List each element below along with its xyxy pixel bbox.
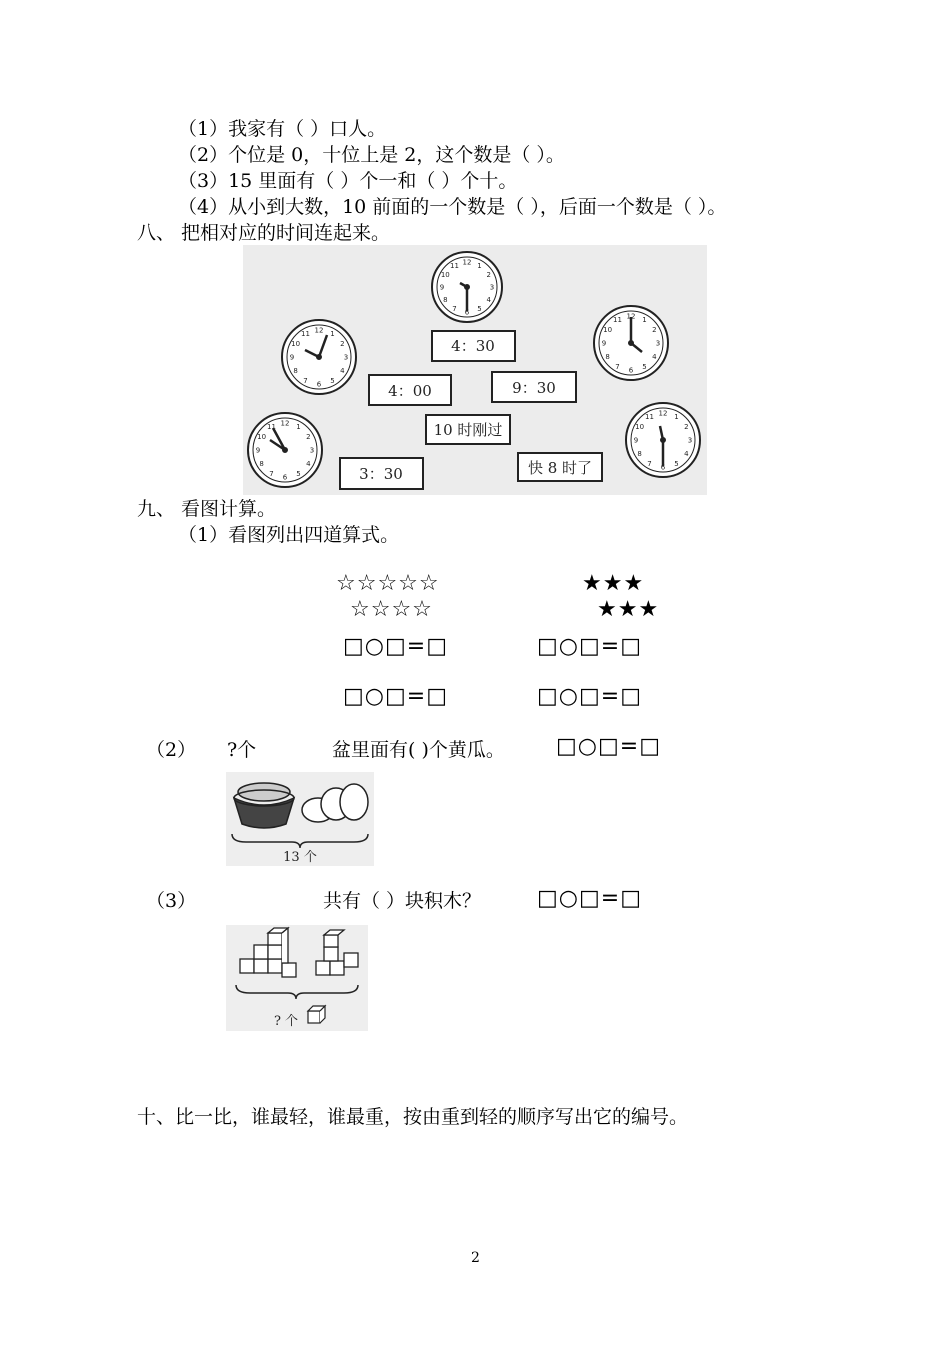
time-card-label: 10 时刚过	[433, 421, 503, 439]
black-stars-row2: ★★★	[597, 597, 660, 622]
clock-numeral: 7	[269, 469, 274, 478]
clock-numeral: 2	[486, 271, 491, 279]
clock-numeral: 7	[303, 376, 308, 385]
clock-numeral: 3	[343, 353, 349, 362]
section10-heading: 十、比一比，谁最轻，谁最重，按由重到轻的顺序写出它的编号。	[137, 1106, 689, 1128]
p3-caption: ? 个	[273, 1014, 299, 1029]
clock-numeral: 12	[626, 312, 636, 321]
time-card-label: 9：30	[512, 379, 556, 397]
clock-numeral: 11	[645, 413, 654, 422]
clock-numeral: 7	[452, 305, 457, 314]
clock-numeral: 6	[316, 380, 322, 389]
clock-numeral: 4	[306, 460, 311, 468]
clock-numeral: 11	[267, 423, 276, 432]
black-stars-row1: ★★★	[582, 571, 645, 596]
clock-numeral: 9	[255, 446, 261, 455]
clock-numeral: 10	[257, 433, 267, 441]
clock-numeral: 1	[674, 413, 679, 422]
clock-numeral: 9	[633, 436, 639, 445]
q3-text: （3）15 里面有（ ）个一和（ ）个十。	[178, 170, 518, 192]
time-card-label: 4：30	[451, 337, 495, 355]
time-card-label: 4：00	[388, 382, 432, 400]
clock-numeral: 12	[314, 326, 324, 335]
page-number: 2	[471, 1250, 480, 1266]
clock-numeral: 5	[674, 459, 679, 468]
clock-numeral: 5	[477, 305, 482, 314]
p3-label: （3）	[146, 890, 197, 912]
clock-numeral: 1	[642, 316, 647, 325]
time-card	[432, 331, 515, 361]
clock-numeral: 1	[296, 423, 301, 432]
clock-numeral: 4	[486, 296, 491, 304]
p1-title: （1）看图列出四道算式。	[178, 524, 400, 546]
clock-numeral: 9	[289, 353, 295, 362]
clock-icon	[626, 403, 700, 477]
white-stars-row2: ☆☆☆☆	[350, 597, 433, 622]
clock-numeral: 5	[330, 376, 335, 385]
section9-heading: 九、 看图计算。	[137, 498, 277, 520]
equation-blank: □○□=□	[537, 634, 642, 659]
q2-text: （2）个位是 0，十位上是 2，这个数是（ ）。	[178, 144, 565, 166]
clock-numeral: 6	[464, 308, 470, 317]
clock-numeral: 7	[647, 459, 652, 468]
clock-numeral: 4	[684, 450, 689, 458]
p2-question-mark: ?个	[227, 739, 257, 761]
clock-numeral: 3	[309, 446, 315, 455]
clock-numeral: 10	[440, 271, 450, 279]
p2-caption: 13 个	[283, 850, 317, 865]
clock-numeral: 10	[291, 340, 301, 348]
time-card	[518, 453, 602, 481]
clock-numeral: 9	[439, 283, 445, 292]
clock-matching-picture	[243, 245, 707, 495]
clock-numeral: 6	[282, 473, 288, 482]
equation-blank: □○□=□	[343, 634, 448, 659]
clock-numeral: 2	[306, 433, 311, 441]
clock-numeral: 6	[660, 463, 666, 472]
clock-numeral: 11	[613, 316, 622, 325]
clock-numeral: 9	[601, 339, 607, 348]
clock-numeral: 2	[652, 326, 657, 334]
clock-numeral: 3	[489, 283, 495, 292]
time-card	[492, 372, 576, 402]
clock-numeral: 12	[462, 258, 472, 267]
q1-text: （1）我家有（ ）口人。	[178, 118, 387, 140]
clock-numeral: 1	[330, 330, 335, 339]
cucumber-basket-picture	[226, 772, 374, 866]
time-card	[369, 375, 451, 405]
section8-heading: 八、 把相对应的时间连起来。	[137, 222, 391, 244]
clock-icon	[248, 413, 322, 487]
time-card	[340, 458, 423, 489]
clock-numeral: 8	[259, 460, 264, 468]
clock-numeral: 8	[605, 353, 610, 361]
clock-numeral: 5	[296, 469, 301, 478]
clock-numeral: 4	[340, 367, 345, 375]
clock-numeral: 10	[603, 326, 613, 334]
equation-blank: □○□=□	[537, 684, 642, 709]
clock-icon	[432, 252, 502, 322]
blocks-picture	[226, 925, 368, 1031]
clock-numeral: 8	[637, 450, 642, 458]
clock-numeral: 6	[628, 366, 634, 375]
clock-numeral: 3	[655, 339, 661, 348]
time-card-label: 3：30	[359, 465, 403, 483]
clock-numeral: 12	[280, 419, 290, 428]
equation-blank: □○□=□	[537, 886, 642, 911]
clock-numeral: 4	[652, 353, 657, 361]
clock-numeral: 2	[684, 423, 689, 431]
clock-numeral: 10	[635, 423, 645, 431]
p3-text: 共有（ ）块积木？	[323, 890, 482, 912]
p2-text: 盆里面有( )个黄瓜。	[332, 739, 505, 761]
clock-numeral: 1	[477, 261, 482, 270]
q4-text: （4）从小到大数，10 前面的一个数是（ ），后面一个数是（ ）。	[178, 196, 727, 218]
equation-blank: □○□=□	[556, 734, 661, 759]
clock-numeral: 2	[340, 340, 345, 348]
clock-numeral: 7	[615, 362, 620, 371]
clock-numeral: 8	[443, 296, 448, 304]
cube-icon	[308, 1006, 325, 1023]
clock-icon	[594, 306, 668, 380]
clock-icon	[282, 320, 356, 394]
time-card-label: 快 8 时了	[527, 459, 593, 477]
clock-numeral: 12	[658, 409, 668, 418]
white-stars-row1: ☆☆☆☆☆	[336, 571, 440, 596]
clock-numeral: 5	[642, 362, 647, 371]
clock-numeral: 11	[450, 261, 459, 270]
p2-label: （2）	[146, 739, 197, 761]
equation-blank: □○□=□	[343, 684, 448, 709]
clock-numeral: 3	[687, 436, 693, 445]
time-card	[426, 415, 510, 444]
clock-numeral: 8	[293, 367, 298, 375]
clock-numeral: 11	[301, 330, 310, 339]
